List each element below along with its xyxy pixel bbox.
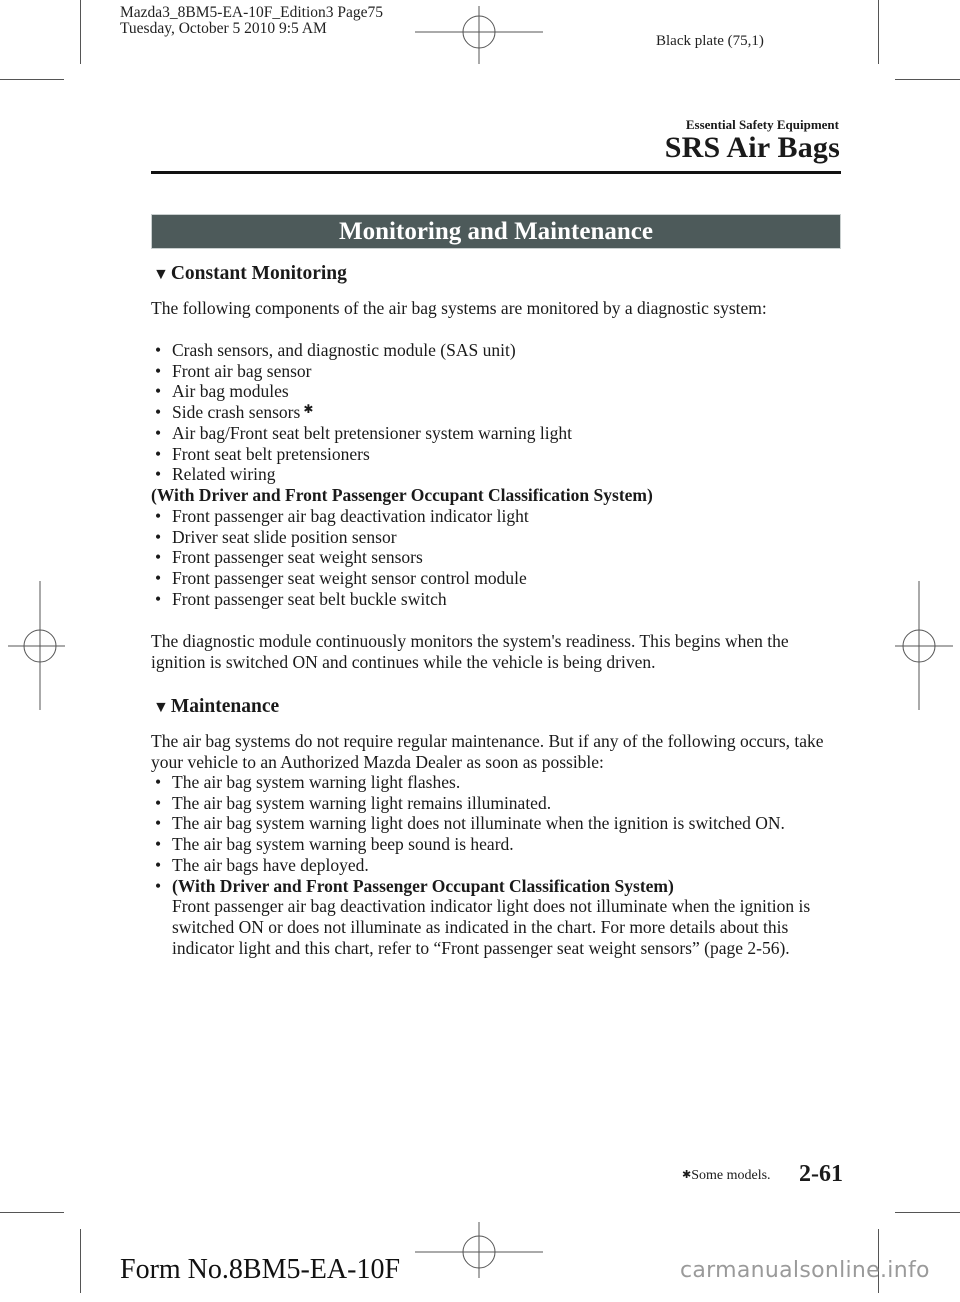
bullet-icon: • [155, 443, 162, 464]
list-item: • The air bag system warning light flashes. [155, 772, 461, 792]
print-info [120, 5, 383, 37]
triangle-down-icon: ▼ [153, 266, 169, 283]
bullet-icon: • [155, 506, 162, 526]
bullet-icon: • [155, 526, 162, 547]
crop-mark [895, 79, 960, 80]
crop-mark [80, 0, 81, 64]
crop-mark [0, 79, 64, 80]
list-item: • Side crash sensors ✱ [155, 402, 314, 423]
topic-title-band: Monitoring and Maintenance [151, 214, 841, 249]
bullet-icon: • [155, 772, 162, 792]
section-title: SRS Air Bags [664, 131, 840, 164]
monitoring-intro: The following components of the air bag systems are monitored by a diagnostic system: [151, 298, 767, 318]
heading-text: Maintenance [170, 696, 280, 717]
list-item: • Crash sensors, and diagnostic module (SAS unit) [155, 340, 516, 360]
bullet-icon: • [155, 588, 162, 609]
watermark: carmanualsonline.info [680, 1258, 930, 1283]
occupant-classification-subheading: (With Driver and Front Passenger Occupant Classification System) [151, 485, 653, 505]
bullet-icon: • [155, 360, 162, 381]
bullet-icon: • [155, 834, 162, 855]
triangle-down-icon: ▼ [153, 699, 169, 716]
registration-mark-icon [413, 1222, 545, 1302]
occupant-components-list [151, 506, 851, 610]
heading-constant-monitoring [153, 263, 347, 285]
bullet-icon: • [155, 792, 162, 813]
bullet-icon: • [155, 875, 162, 896]
list-item: • Related wiring [155, 464, 276, 485]
monitored-components-list [151, 340, 851, 485]
list-item: • Driver seat slide position sensor [155, 526, 397, 547]
footnote: ✱Some models. [682, 1168, 771, 1183]
asterisk-note-icon: ✱ [682, 1169, 692, 1181]
list-item: • Front passenger seat weight sensors [155, 547, 423, 568]
occupant-classification-note: (With Driver and Front Passenger Occupant Classification System) [172, 875, 674, 896]
list-item: • Front passenger seat belt buckle switch [155, 588, 447, 609]
registration-mark-icon [413, 0, 545, 72]
crop-mark [878, 0, 879, 64]
bullet-icon: • [155, 402, 162, 423]
bullet-icon: • [155, 813, 162, 834]
crop-mark [0, 1212, 64, 1213]
registration-mark-icon [8, 580, 68, 710]
maintenance-intro: The air bag systems do not require regular maintenance. But if any of the following occurs, take your vehicle to an Authorized Mazda Dealer as soon as possible: [151, 731, 824, 772]
list-item: • Front passenger seat weight sensor control module [155, 568, 527, 589]
black-plate-label: Black plate (75,1) [656, 33, 764, 49]
heading-text: Constant Monitoring [170, 263, 347, 284]
list-item: • The air bag system warning light remains illuminated. [155, 792, 552, 813]
header-divider [151, 171, 841, 174]
bullet-icon: • [155, 568, 162, 589]
bullet-icon: • [155, 854, 162, 875]
crop-mark [80, 1229, 81, 1293]
list-item: • (With Driver and Front Passenger Occupant Classification System) Front passenger air bag deactivation indicator light does not illuminate when the ignition is switched ON or does not illuminate as indicated in the chart. For more details about this indicator light and this chart, refer to “Front passenger seat weight sensors” (page 2-56). [155, 875, 811, 958]
crop-mark [895, 1212, 960, 1213]
maintenance-conditions-list [151, 772, 851, 958]
bullet-icon: • [155, 340, 162, 360]
list-item: • Front passenger air bag deactivation indicator light [155, 506, 529, 526]
heading-maintenance [153, 696, 279, 718]
list-item: • Air bag modules [155, 381, 289, 402]
list-item: • The air bags have deployed. [155, 854, 369, 875]
list-item: • Front seat belt pretensioners [155, 443, 370, 464]
print-info-line1: Mazda3_8BM5-EA-10F_Edition3 Page75 [120, 4, 384, 21]
list-item: • Air bag/Front seat belt pretensioner system warning light [155, 422, 572, 443]
section-category: Essential Safety Equipment [685, 117, 839, 132]
bullet-icon: • [155, 422, 162, 443]
list-item: • Front air bag sensor [155, 360, 312, 381]
bullet-icon: • [155, 464, 162, 485]
bullet-icon: • [155, 547, 162, 568]
form-number: Form No.8BM5-EA-10F [120, 1254, 401, 1285]
bullet-icon: • [155, 381, 162, 402]
registration-mark-icon [895, 580, 955, 710]
monitoring-closing: The diagnostic module continuously monitors the system's readiness. This begins when the ignition is switched ON and continues while the vehicle is being driven. [151, 631, 789, 672]
list-item: • The air bag system warning beep sound is heard. [155, 834, 514, 855]
print-info-line2: Tuesday, October 5 2010 9:5 AM [120, 20, 327, 37]
list-item: • The air bag system warning light does not illuminate when the ignition is switched ON. [155, 813, 785, 834]
page-number: 2-61 [799, 1161, 843, 1187]
asterisk-note-icon: ✱ [303, 402, 314, 417]
